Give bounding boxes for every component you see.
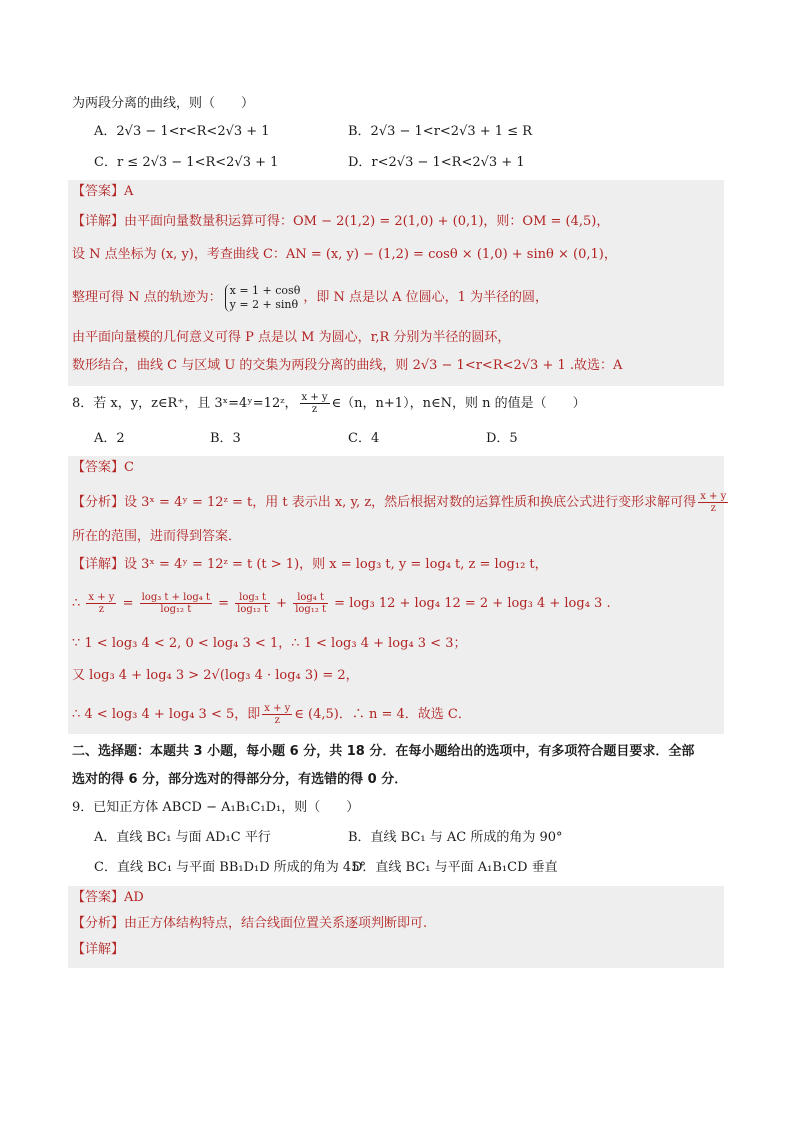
- q7-parametric-system: [225, 284, 301, 312]
- q8-detail-fraction-1: [140, 592, 212, 615]
- q9-analysis: 【分析】由正方体结构特点，结合线面位置关系逐项判断即可.: [72, 916, 428, 931]
- q9-option-d: D．直线 BC₁ 与平面 A₁B₁CD 垂直: [352, 860, 558, 875]
- q8-detail-line-2: ∴ $\frac{x + y}{z}$ = $\frac{\text{log₃ t + log₄ t}}{\text{log₁₂ t}}$ = $\frac{\text{log₃ t}}{\text{log₁₂ t}}$ + $\frac{\text{log₄ t}}{\text{log₁₂ t}}$ = log₃ 12 + log₄ 12 = 2 + log₃ 4 + log₄ 3 .: [72, 592, 611, 615]
- q8-detail-f2-den: log₁₂ t: [237, 604, 269, 615]
- q8-stem-frac-den: z: [311, 404, 318, 415]
- q8-detail-fraction-3: [293, 592, 328, 615]
- q8-detail-line-5: [72, 700, 471, 730]
- q8-detail-5-frac-den: z: [274, 715, 280, 726]
- q8-analysis-frac-den: z: [710, 503, 716, 514]
- q8-detail-lhs-den: z: [98, 604, 105, 615]
- q8-stem-suffix: ∈（n，n+1），n∈N，则 n 的值是（ ）: [331, 396, 586, 411]
- q8-answer: 【答案】C: [72, 460, 134, 475]
- q8-stem-fraction: [300, 392, 330, 415]
- q7-option-d: D．r<2√3 − 1<R<2√3 + 1: [348, 155, 525, 170]
- q7-detail-line-3: [72, 282, 548, 314]
- q8-detail-lhs-num: x + y: [88, 592, 115, 603]
- q7-stem-tail: 为两段分离的曲线，则（ ）: [72, 96, 255, 111]
- q7-detail-line-4: 由平面向量模的几何意义可得 P 点是以 M 为圆心，r,R 分别为半径的圆环，: [72, 330, 511, 345]
- q8-option-c: C．4: [348, 431, 380, 446]
- q7-option-a: A．2√3 − 1<r<R<2√3 + 1: [94, 124, 270, 139]
- section2-heading-line-1: 二、选择题：本题共 3 小题，每小题 6 分，共 18 分．在每小题给出的选项中，有多项符合题目要求．全部: [72, 744, 695, 759]
- q8-detail-2-tail: = log₃ 12 + log₄ 12 = 2 + log₃ 4 + log₄ 3 .: [334, 596, 611, 611]
- q8-detail-f1-den: log₁₂ t: [160, 604, 192, 615]
- q9-detail: 【详解】: [72, 942, 125, 957]
- section2-heading-line-2: 选对的得 6 分，部分选对的得部分分，有选错的得 0 分．: [72, 772, 408, 787]
- q8-stem-prefix: 8．若 x，y，z∈R⁺，且 3ˣ=4ʸ=12ᶻ，: [72, 396, 298, 411]
- q8-detail-5-fraction: [262, 703, 292, 726]
- q7-detail-line-1: 【详解】由平面向量数量积运算可得：OM − 2(1,2) = 2(1,0) + (0,1)，则：OM = (4,5)，: [72, 214, 610, 229]
- q9-option-b: B．直线 BC₁ 与 AC 所成的角为 90°: [348, 830, 563, 845]
- q7-option-c: C．r ≤ 2√3 − 1<R<2√3 + 1: [94, 155, 279, 170]
- q7-answer: 【答案】A: [72, 184, 134, 199]
- q7-detail-3-suffix: ，即 N 点是以 A 位圆心，1 为半径的圆，: [303, 290, 549, 305]
- q8-detail-5-prefix: ∴ 4 < log₃ 4 + log₄ 3 < 5，即: [72, 707, 261, 722]
- q8-detail-line-4: 又 log₃ 4 + log₄ 3 > 2√(log₃ 4 · log₄ 3) = 2，: [72, 668, 359, 683]
- q7-detail-line-2: 设 N 点坐标为 (x, y)，考查曲线 C：AN = (x, y) − (1,2) = cosθ × (1,0) + sinθ × (0,1)，: [72, 247, 617, 262]
- q8-analysis-frac-num: x + y: [700, 491, 727, 502]
- q8-analysis-text: 【分析】设 3ˣ = 4ʸ = 12ᶻ = t，用 t 表示出 x, y, z，然后根据对数的运算性质和换底公式进行变形求解可得: [72, 495, 697, 510]
- q8-detail-line-1: 【详解】设 3ˣ = 4ʸ = 12ᶻ = t (t > 1)，则 x = log₃ t, y = log₄ t, z = log₁₂ t，: [72, 557, 548, 572]
- q8-stem: [72, 392, 586, 416]
- q7-detail-line-5: 数形结合，曲线 C 与区域 U 的交集为两段分离的曲线，则 2√3 − 1<r<R<2√3 + 1 .故选：A: [72, 358, 623, 373]
- q7-system-eq-2: y = 2 + sinθ: [229, 297, 299, 311]
- q8-detail-f2-num: log₃ t: [235, 592, 270, 604]
- q7-option-b: B．2√3 − 1<r<2√3 + 1 ≤ R: [348, 124, 533, 139]
- q8-detail-f3-den: log₁₂ t: [295, 604, 327, 615]
- q8-analysis-fraction: [698, 491, 728, 514]
- q8-detail-f1-num: log₃ t + log₄ t: [141, 592, 210, 603]
- q8-detail-5-frac-num: x + y: [264, 703, 291, 714]
- q8-detail-line-3: ∵ 1 < log₃ 4 < 2, 0 < log₄ 3 < 1，∴ 1 < log₃ 4 + log₄ 3 < 3；: [72, 636, 467, 651]
- q8-detail-f3-num: log₄ t: [293, 592, 328, 604]
- q8-option-d: D．5: [486, 431, 518, 446]
- q9-stem: 9．已知正方体 ABCD − A₁B₁C₁D₁，则（ ）: [72, 800, 360, 815]
- q7-system-eq-1: x = 1 + cosθ: [229, 283, 301, 297]
- therefore-symbol: ∴: [72, 596, 85, 611]
- q8-stem-frac-num: x + y: [301, 392, 328, 403]
- q8-option-b: B．3: [210, 431, 241, 446]
- q9-answer: 【答案】AD: [72, 890, 144, 905]
- q9-option-a: A．直线 BC₁ 与面 AD₁C 平行: [94, 830, 271, 845]
- q8-detail-lhs-fraction: [86, 592, 116, 615]
- q7-detail-3-prefix: 整理可得 N 点的轨迹为：: [72, 290, 222, 305]
- q8-analysis-line-2: 所在的范围，进而得到答案．: [72, 529, 242, 544]
- q8-analysis-line-1: [72, 490, 730, 516]
- q9-option-c: C．直线 BC₁ 与平面 BB₁D₁D 所成的角为 45°: [94, 860, 366, 875]
- q8-detail-fraction-2: [235, 592, 270, 615]
- q8-detail-5-suffix: ∈ (4,5)．∴ n = 4．故选 C．: [294, 707, 471, 722]
- q8-option-a: A．2: [94, 431, 125, 446]
